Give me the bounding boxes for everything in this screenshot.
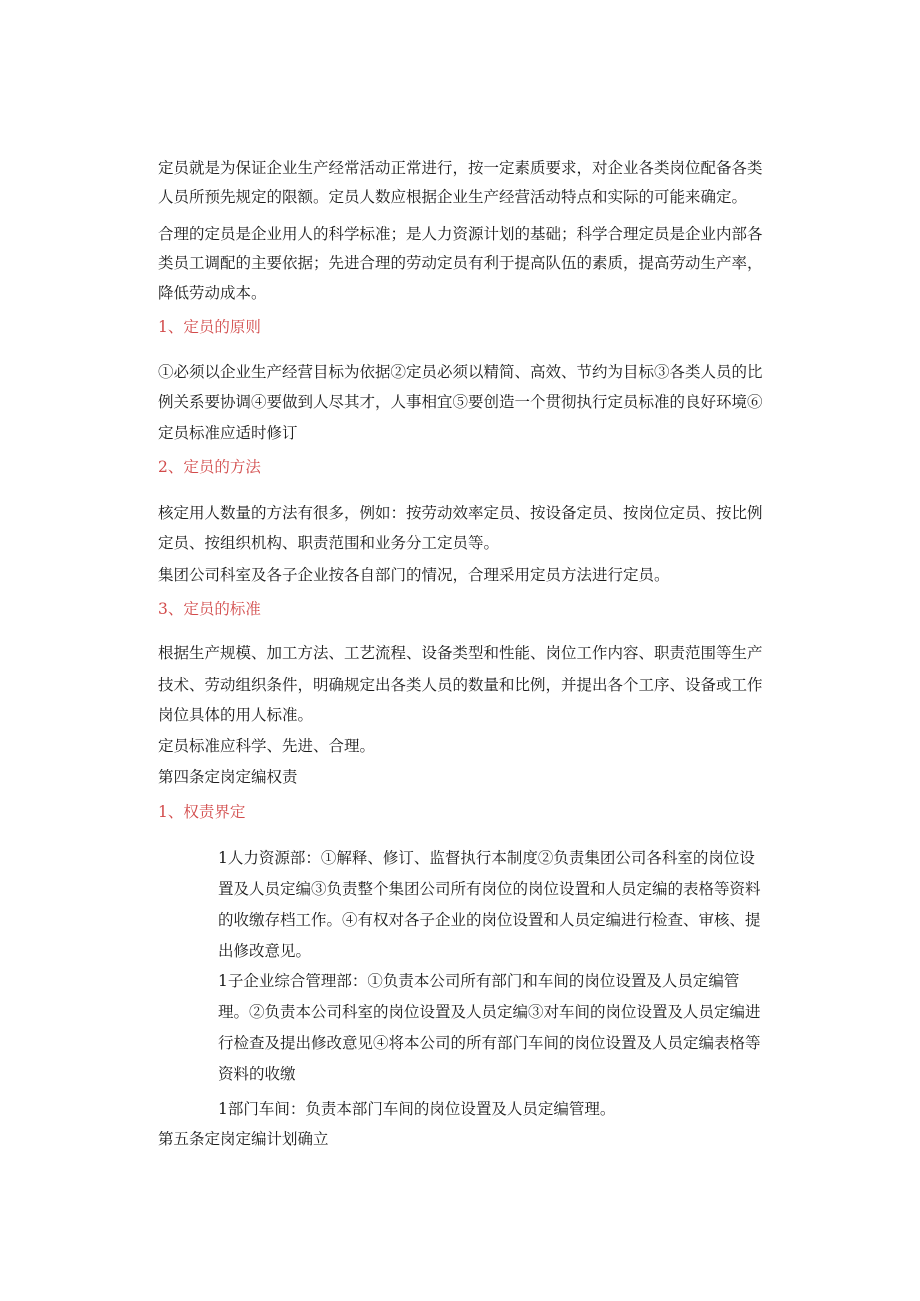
- article-5-title: 第五条定岗定编计划确立: [158, 1130, 329, 1148]
- hr-dept-line-1: 1人力资源部：①解释、修订、监督执行本制度②负责集团公司各科室的岗位设: [218, 849, 755, 867]
- standards-line-3: 岗位具体的用人标准。: [158, 706, 314, 724]
- article-4-title: 第四条定岗定编权责: [158, 768, 298, 786]
- hr-dept-line-2: 置及人员定编③负责整个集团公司所有岗位的岗位设置和人员定编的表格等资料: [218, 880, 761, 898]
- intro-paragraph-2-line-2: 类员工调配的主要依据；先进合理的劳动定员有利于提高队伍的素质，提高劳动生产率，: [158, 254, 763, 272]
- methods-line-3: 集团公司科室及各子企业按各自部门的情况，合理采用定员方法进行定员。: [158, 566, 670, 584]
- intro-paragraph-1-line-2: 人员所预先规定的限额。定员人数应根据企业生产经营活动特点和实际的可能来确定。: [158, 188, 748, 206]
- hr-dept-line-3: 的收缴存档工作。④有权对各子企业的岗位设置和人员定编进行检查、审核、提: [218, 911, 761, 929]
- article-4-heading: 1、权责界定: [158, 803, 246, 821]
- standards-heading: 3、定员的标准: [158, 600, 261, 618]
- methods-heading: 2、定员的方法: [158, 458, 261, 476]
- standards-line-4: 定员标准应科学、先进、合理。: [158, 737, 376, 755]
- principles-line-3: 定员标准应适时修订: [158, 424, 298, 442]
- subsidiary-dept-line-2: 理。②负责本公司科室的岗位设置及人员定编③对车间的岗位设置及人员定编进: [218, 1003, 761, 1021]
- intro-paragraph-2-line-3: 降低劳动成本。: [158, 284, 267, 302]
- intro-paragraph-1-line-1: 定员就是为保证企业生产经常活动正常进行，按一定素质要求，对企业各类岗位配备各类: [158, 159, 763, 177]
- subsidiary-dept-line-3: 行检查及提出修改意见④将本公司的所有部门车间的岗位设置及人员定编表格等: [218, 1034, 761, 1052]
- standards-line-1: 根据生产规模、加工方法、工艺流程、设备类型和性能、岗位工作内容、职责范围等生产: [158, 644, 763, 662]
- principles-line-2: 例关系要协调④要做到人尽其才，人事相宜⑤要创造一个贯彻执行定员标准的良好环境⑥: [158, 393, 763, 411]
- workshop-line-1: 1部门车间：负责本部门车间的岗位设置及人员定编管理。: [218, 1100, 616, 1118]
- principles-line-1: ①必须以企业生产经营目标为依据②定员必须以精简、高效、节约为目标③各类人员的比: [158, 363, 763, 381]
- principles-heading: 1、定员的原则: [158, 318, 261, 336]
- standards-line-2: 技术、劳动组织条件，明确规定出各类人员的数量和比例，并提出各个工序、设备或工作: [158, 676, 763, 694]
- subsidiary-dept-line-4: 资料的收缴: [218, 1065, 296, 1083]
- intro-paragraph-2-line-1: 合理的定员是企业用人的科学标准；是人力资源计划的基础；科学合理定员是企业内部各: [158, 225, 763, 243]
- hr-dept-line-4: 出修改意见。: [218, 942, 312, 960]
- subsidiary-dept-line-1: 1子企业综合管理部：①负责本公司所有部门和车间的岗位设置及人员定编管: [218, 972, 740, 990]
- methods-line-2: 定员、按组织机构、职责范围和业务分工定员等。: [158, 534, 500, 552]
- methods-line-1: 核定用人数量的方法有很多，例如：按劳动效率定员、按设备定员、按岗位定员、按比例: [158, 504, 763, 522]
